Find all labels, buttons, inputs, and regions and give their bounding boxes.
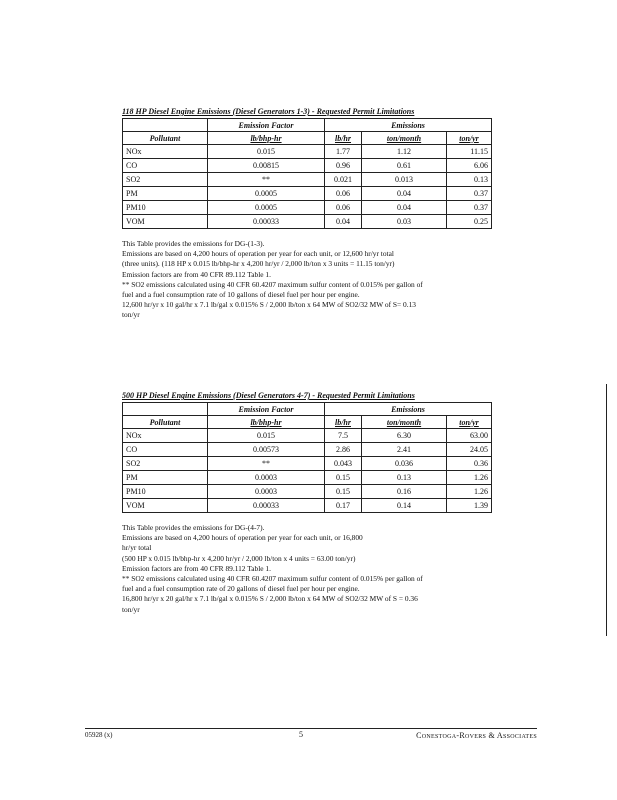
factor-cell: 0.00033 [208, 215, 325, 229]
lb-hr-cell: 0.17 [325, 499, 362, 513]
note-line: (500 HP x 0.015 lb/bhp-hr x 4,200 hr/yr / 2,000 lb/ton x 4 units = 63.00 ton/yr) [122, 553, 356, 563]
pollutant-cell: NOx [123, 429, 208, 443]
ton-month-cell: 2.41 [362, 443, 447, 457]
table-row [123, 429, 492, 443]
table-1-title: 118 HP Diesel Engine Emissions (Diesel Generators 1-3) - Requested Permit Limitations [122, 107, 415, 116]
lb-hr-cell: 0.06 [325, 201, 362, 215]
note-line: Emissions are based on 4,200 hours of operation per year for each unit, or 16,800 [122, 533, 363, 543]
table-2-title: 500 HP Diesel Engine Emissions (Diesel Generators 4-7) - Requested Permit Limitations [122, 391, 415, 400]
ton-month-cell: 0.13 [362, 471, 447, 485]
pollutant-cell: VOM [123, 215, 208, 229]
table-1-notes [122, 239, 502, 321]
note-line: ton/yr [122, 310, 140, 320]
header-cell-blank [123, 119, 208, 132]
pollutant-cell: SO2 [123, 457, 208, 471]
header-emissions: Emissions [325, 403, 492, 416]
ton-yr-cell: 1.39 [447, 499, 492, 513]
table-row [123, 471, 492, 485]
ton-month-cell: 0.14 [362, 499, 447, 513]
pollutant-cell: VOM [123, 499, 208, 513]
factor-cell: 0.00033 [208, 499, 325, 513]
ton-yr-cell: 63.00 [447, 429, 492, 443]
emissions-table-2 [122, 402, 492, 513]
note-line: ** SO2 emissions calculated using 40 CFR 60.4207 maximum sulfur content of 0.015% per gallon of [122, 279, 423, 289]
ton-month-cell: 0.04 [362, 201, 447, 215]
firm-name: Conestoga-Rovers & Associates [416, 731, 537, 740]
emissions-section-2 [122, 391, 494, 615]
emissions-table-1 [122, 118, 492, 229]
ton-month-cell: 0.036 [362, 457, 447, 471]
lb-hr-cell: 0.043 [325, 457, 362, 471]
factor-cell: ** [208, 457, 325, 471]
table-row [123, 187, 492, 201]
header-pollutant: Pollutant [123, 416, 208, 429]
factor-cell: 0.0005 [208, 201, 325, 215]
pollutant-cell: CO [123, 159, 208, 173]
table-row [123, 443, 492, 457]
lb-hr-cell: 0.15 [325, 471, 362, 485]
header-pollutant: Pollutant [123, 132, 208, 145]
ton-yr-cell: 0.25 [447, 215, 492, 229]
note-line: hr/yr total [122, 543, 152, 553]
pollutant-cell: SO2 [123, 173, 208, 187]
ton-month-cell: 0.61 [362, 159, 447, 173]
header-emission-factor: Emission Factor [208, 119, 325, 132]
factor-cell: 0.0003 [208, 485, 325, 499]
table-row [123, 215, 492, 229]
pollutant-cell: PM [123, 187, 208, 201]
lb-hr-cell: 0.06 [325, 187, 362, 201]
header-ton-yr: ton/yr [447, 132, 492, 145]
note-line: ** SO2 emissions calculated using 40 CFR 60.4207 maximum sulfur content of 0.015% per gallon of [122, 574, 423, 584]
table-row [123, 201, 492, 215]
pollutant-cell: PM [123, 471, 208, 485]
emissions-section-1 [122, 107, 494, 321]
note-line: (three units). (118 HP x 0.015 lb/bhp-hr x 4,200 hr/yr / 2,000 lb/ton x 3 units = 11.15 ton/yr) [122, 259, 395, 269]
ton-yr-cell: 0.36 [447, 457, 492, 471]
header-lb-hr: lb/hr [325, 416, 362, 429]
ton-yr-cell: 0.37 [447, 187, 492, 201]
header-lb-bhp-hr: lb/bhp-hr [208, 416, 325, 429]
header-lb-hr: lb/hr [325, 132, 362, 145]
scan-edge-line [606, 384, 607, 636]
ton-month-cell: 0.03 [362, 215, 447, 229]
factor-cell: 0.00573 [208, 443, 325, 457]
note-line: This Table provides the emissions for DG-(4-7). [122, 523, 265, 532]
lb-hr-cell: 2.86 [325, 443, 362, 457]
pollutant-cell: PM10 [123, 485, 208, 499]
pollutant-cell: NOx [123, 145, 208, 159]
factor-cell: 0.00815 [208, 159, 325, 173]
ton-month-cell: 0.16 [362, 485, 447, 499]
lb-hr-cell: 7.5 [325, 429, 362, 443]
ton-yr-cell: 1.26 [447, 485, 492, 499]
table-row [123, 145, 492, 159]
pollutant-cell: PM10 [123, 201, 208, 215]
lb-hr-cell: 1.77 [325, 145, 362, 159]
note-line: ton/yr [122, 604, 140, 614]
header-ton-month: ton/month [362, 132, 447, 145]
table-row [123, 457, 492, 471]
document-code: 05928 (x) [85, 731, 113, 739]
table-row [123, 485, 492, 499]
lb-hr-cell: 0.96 [325, 159, 362, 173]
ton-month-cell: 1.12 [362, 145, 447, 159]
note-line: fuel and a fuel consumption rate of 20 gallons of diesel fuel per hour per engine. [122, 584, 360, 594]
ton-month-cell: 0.04 [362, 187, 447, 201]
ton-month-cell: 6.30 [362, 429, 447, 443]
pollutant-cell: CO [123, 443, 208, 457]
note-line: Emissions are based on 4,200 hours of operation per year for each unit, or 12,600 hr/yr total [122, 249, 394, 259]
lb-hr-cell: 0.15 [325, 485, 362, 499]
factor-cell: 0.015 [208, 145, 325, 159]
ton-yr-cell: 0.37 [447, 201, 492, 215]
factor-cell: 0.0003 [208, 471, 325, 485]
header-ton-yr: ton/yr [447, 416, 492, 429]
factor-cell: ** [208, 173, 325, 187]
ton-yr-cell: 24.05 [447, 443, 492, 457]
page-number: 5 [299, 730, 303, 739]
ton-month-cell: 0.013 [362, 173, 447, 187]
note-line: fuel and a fuel consumption rate of 10 gallons of diesel fuel per hour per engine. [122, 290, 360, 300]
ton-yr-cell: 0.13 [447, 173, 492, 187]
header-lb-bhp-hr: lb/bhp-hr [208, 132, 325, 145]
note-line: Emission factors are from 40 CFR 89.112 Table 1. [122, 563, 271, 573]
header-ton-month: ton/month [362, 416, 447, 429]
ton-yr-cell: 1.26 [447, 471, 492, 485]
note-line: 16,800 hr/yr x 20 gal/hr x 7.1 lb/gal x 0.015% S / 2,000 lb/ton x 64 MW of SO2/32 MW of S = 0.36 [122, 594, 418, 604]
factor-cell: 0.0005 [208, 187, 325, 201]
table-row [123, 173, 492, 187]
ton-yr-cell: 11.15 [447, 145, 492, 159]
page-footer [85, 728, 537, 740]
table-row [123, 499, 492, 513]
note-line: 12,600 hr/yr x 10 gal/hr x 7.1 lb/gal x 0.015% S / 2,000 lb/ton x 64 MW of SO2/32 MW of S= 0.13 [122, 300, 416, 310]
lb-hr-cell: 0.04 [325, 215, 362, 229]
table-row [123, 159, 492, 173]
factor-cell: 0.015 [208, 429, 325, 443]
header-emission-factor: Emission Factor [208, 403, 325, 416]
header-emissions: Emissions [325, 119, 492, 132]
note-line: This Table provides the emissions for DG-(1-3). [122, 239, 265, 248]
header-cell-blank [123, 403, 208, 416]
note-line: Emission factors are from 40 CFR 89.112 Table 1. [122, 269, 271, 279]
lb-hr-cell: 0.021 [325, 173, 362, 187]
ton-yr-cell: 6.06 [447, 159, 492, 173]
table-2-notes [122, 523, 502, 615]
